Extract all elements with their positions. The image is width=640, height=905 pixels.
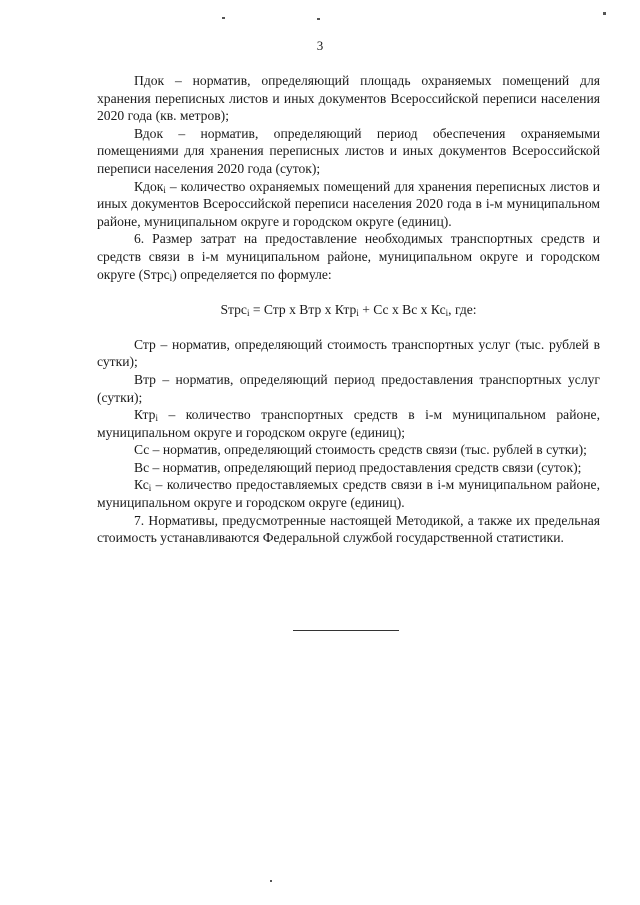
definition-vtr: Втр – норматив, определяющий период предоставления транспортных услуг (сутки);: [97, 371, 600, 405]
definition-vs: Вс – норматив, определяющий период предоставления средств связи (суток);: [134, 459, 582, 475]
paragraph-vdok: Вдок – норматив, определяющий период обеспечения охраняемыми помещениями для хранения переписных листов и иных документов Всероссийской переписи населения 2020 года (суток);: [97, 125, 600, 176]
definition-ss: Сс – норматив, определяющий стоимость средств связи (тыс. рублей в сутки);: [134, 442, 587, 458]
scan-speck: [603, 12, 606, 15]
scan-speck: [317, 18, 320, 20]
paragraph-section-7: 7. Нормативы, предусмотренные настоящей Методикой, а также их предельная стоимость устанавливаются Федеральной службой государственной статистики.: [97, 512, 600, 546]
document-body: [97, 72, 600, 547]
paragraph-kdok: Кдок$_i$ – количество охраняемых помещений для хранения переписных листов и иных документов Всероссийской переписи населения 2020 года в i-м муниципальном районе, муниципальном округе и городском округе (единиц).: [97, 178, 600, 229]
definition-str: Стр – норматив, определяющий стоимость транспортных услуг (тыс. рублей в сутки);: [97, 336, 600, 370]
paragraph-pdok: Пдок – норматив, определяющий площадь охраняемых помещений для хранения переписных листов и иных документов Всероссийской переписи населения 2020 года (кв. метров);: [97, 73, 600, 124]
definition-ktr: Ктр$_i$ – количество транспортных средств в i-м муниципальном районе, муниципальном округе и городском округе (единиц);: [97, 407, 600, 440]
formula: Sтрс$_i$ = Стр х Втр х Ктр$_i$ + Сс х Вс х $Кс_i$, где:: [220, 302, 477, 319]
scan-speck: [222, 17, 225, 19]
page-number: 3: [316, 38, 324, 53]
end-divider: [293, 630, 399, 631]
paragraph-section-6: 6. Размер затрат на предоставление необходимых транспортных средств и средств связи в i-м муниципальном районе, муниципальном округе и городском округе (Sтрс$_i$) определяется по формуле:: [97, 231, 600, 283]
scan-speck: [270, 880, 272, 882]
definition-ks: $Кс_i$ – количество предоставляемых средств связи в i-м муниципальном районе, муниципальном округе и городском округе (единиц).: [97, 477, 600, 511]
